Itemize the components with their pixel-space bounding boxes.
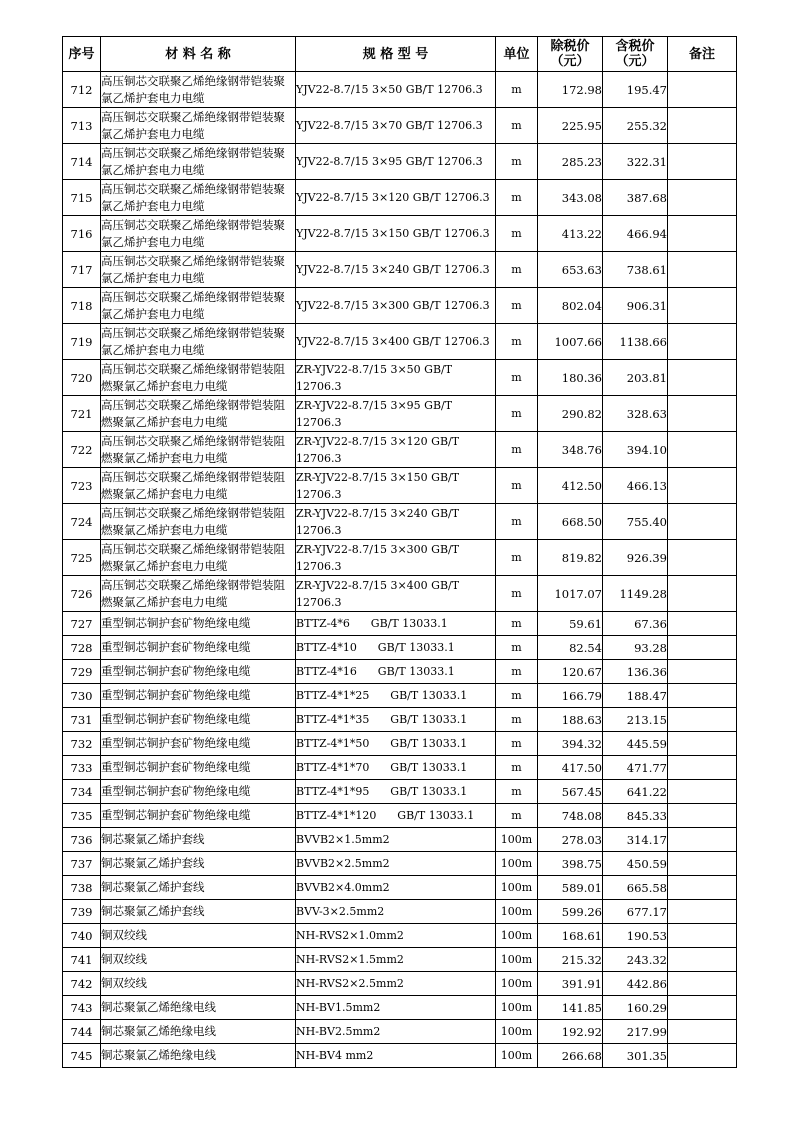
row-number: 738 <box>63 876 101 900</box>
price-incl-tax: 755.40 <box>603 504 668 540</box>
price-excl-tax: 1017.07 <box>538 576 603 612</box>
price-excl-tax: 192.92 <box>538 1020 603 1044</box>
specification: BTTZ-4*1*25 GB/T 13033.1 <box>296 684 496 708</box>
price-incl-tax: 387.68 <box>603 180 668 216</box>
unit: 100m <box>496 1020 538 1044</box>
material-name: 高压铜芯交联聚乙烯绝缘钢带铠装聚 氯乙烯护套电力电缆 <box>101 108 296 144</box>
table-row <box>63 708 737 732</box>
price-incl-tax: 471.77 <box>603 756 668 780</box>
material-name: 铜双绞线 <box>101 924 296 948</box>
table-row <box>63 828 737 852</box>
material-name: 高压铜芯交联聚乙烯绝缘钢带铠装阻 燃聚氯乙烯护套电力电缆 <box>101 360 296 396</box>
remark <box>668 828 737 852</box>
specification: ZR-YJV22-8.7/15 3×400 GB/T 12706.3 <box>296 576 496 612</box>
unit: m <box>496 72 538 108</box>
unit: 100m <box>496 996 538 1020</box>
table-row <box>63 504 737 540</box>
header-unit: 单位 <box>496 37 538 72</box>
price-incl-tax: 906.31 <box>603 288 668 324</box>
material-name: 铜双绞线 <box>101 948 296 972</box>
row-number: 727 <box>63 612 101 636</box>
material-name: 重型铜芯铜护套矿物绝缘电缆 <box>101 804 296 828</box>
table-row <box>63 732 737 756</box>
row-number: 736 <box>63 828 101 852</box>
table-body <box>63 72 737 1068</box>
unit: m <box>496 288 538 324</box>
specification: YJV22-8.7/15 3×50 GB/T 12706.3 <box>296 72 496 108</box>
table-row <box>63 540 737 576</box>
table-row <box>63 756 737 780</box>
price-excl-tax: 166.79 <box>538 684 603 708</box>
row-number: 740 <box>63 924 101 948</box>
price-excl-tax: 589.01 <box>538 876 603 900</box>
table-row <box>63 852 737 876</box>
price-excl-tax: 599.26 <box>538 900 603 924</box>
row-number: 741 <box>63 948 101 972</box>
row-number: 726 <box>63 576 101 612</box>
row-number: 742 <box>63 972 101 996</box>
table-row <box>63 1020 737 1044</box>
row-number: 723 <box>63 468 101 504</box>
specification: NH-BV1.5mm2 <box>296 996 496 1020</box>
specification: YJV22-8.7/15 3×150 GB/T 12706.3 <box>296 216 496 252</box>
price-excl-tax: 412.50 <box>538 468 603 504</box>
price-incl-tax: 466.94 <box>603 216 668 252</box>
specification: YJV22-8.7/15 3×70 GB/T 12706.3 <box>296 108 496 144</box>
row-number: 722 <box>63 432 101 468</box>
row-number: 730 <box>63 684 101 708</box>
price-incl-tax: 738.61 <box>603 252 668 288</box>
price-excl-tax: 278.03 <box>538 828 603 852</box>
remark <box>668 612 737 636</box>
price-incl-tax: 445.59 <box>603 732 668 756</box>
material-name: 高压铜芯交联聚乙烯绝缘钢带铠装阻 燃聚氯乙烯护套电力电缆 <box>101 540 296 576</box>
header-remark: 备注 <box>668 37 737 72</box>
material-name: 高压铜芯交联聚乙烯绝缘钢带铠装阻 燃聚氯乙烯护套电力电缆 <box>101 432 296 468</box>
unit: m <box>496 756 538 780</box>
material-name: 高压铜芯交联聚乙烯绝缘钢带铠装聚 氯乙烯护套电力电缆 <box>101 144 296 180</box>
price-incl-tax: 322.31 <box>603 144 668 180</box>
row-number: 739 <box>63 900 101 924</box>
price-excl-tax: 141.85 <box>538 996 603 1020</box>
unit: m <box>496 468 538 504</box>
remark <box>668 360 737 396</box>
row-number: 715 <box>63 180 101 216</box>
specification: ZR-YJV22-8.7/15 3×120 GB/T 12706.3 <box>296 432 496 468</box>
specification: ZR-YJV22-8.7/15 3×50 GB/T 12706.3 <box>296 360 496 396</box>
material-name: 重型铜芯铜护套矿物绝缘电缆 <box>101 756 296 780</box>
row-number: 729 <box>63 660 101 684</box>
price-excl-tax: 188.63 <box>538 708 603 732</box>
price-excl-tax: 413.22 <box>538 216 603 252</box>
unit: 100m <box>496 876 538 900</box>
table-row <box>63 684 737 708</box>
unit: m <box>496 708 538 732</box>
price-incl-tax: 93.28 <box>603 636 668 660</box>
unit: m <box>496 684 538 708</box>
table-row <box>63 468 737 504</box>
material-name: 高压铜芯交联聚乙烯绝缘钢带铠装聚 氯乙烯护套电力电缆 <box>101 252 296 288</box>
header-spec: 规 格 型 号 <box>296 37 496 72</box>
row-number: 743 <box>63 996 101 1020</box>
specification: ZR-YJV22-8.7/15 3×300 GB/T 12706.3 <box>296 540 496 576</box>
price-excl-tax: 168.61 <box>538 924 603 948</box>
remark <box>668 252 737 288</box>
remark <box>668 180 737 216</box>
remark <box>668 288 737 324</box>
remark <box>668 540 737 576</box>
unit: 100m <box>496 828 538 852</box>
price-excl-tax: 653.63 <box>538 252 603 288</box>
specification: BVVB2×4.0mm2 <box>296 876 496 900</box>
material-name: 重型铜芯铜护套矿物绝缘电缆 <box>101 636 296 660</box>
table-row <box>63 360 737 396</box>
remark <box>668 660 737 684</box>
price-excl-tax: 348.76 <box>538 432 603 468</box>
row-number: 719 <box>63 324 101 360</box>
header-price-ex: 除税价 （元） <box>538 37 603 72</box>
table-row <box>63 660 737 684</box>
table-row <box>63 180 737 216</box>
unit: m <box>496 780 538 804</box>
remark <box>668 1044 737 1068</box>
table-row <box>63 804 737 828</box>
table-row <box>63 1044 737 1068</box>
material-name: 重型铜芯铜护套矿物绝缘电缆 <box>101 660 296 684</box>
unit: 100m <box>496 924 538 948</box>
table-row <box>63 396 737 432</box>
row-number: 732 <box>63 732 101 756</box>
table-row <box>63 972 737 996</box>
specification: YJV22-8.7/15 3×400 GB/T 12706.3 <box>296 324 496 360</box>
price-table <box>62 36 737 1068</box>
remark <box>668 1020 737 1044</box>
specification: YJV22-8.7/15 3×240 GB/T 12706.3 <box>296 252 496 288</box>
remark <box>668 972 737 996</box>
material-name: 高压铜芯交联聚乙烯绝缘钢带铠装聚 氯乙烯护套电力电缆 <box>101 180 296 216</box>
material-name: 铜芯聚氯乙烯护套线 <box>101 900 296 924</box>
table-row <box>63 324 737 360</box>
unit: m <box>496 216 538 252</box>
price-incl-tax: 255.32 <box>603 108 668 144</box>
unit: 100m <box>496 972 538 996</box>
specification: BVVB2×2.5mm2 <box>296 852 496 876</box>
material-name: 高压铜芯交联聚乙烯绝缘钢带铠装聚 氯乙烯护套电力电缆 <box>101 324 296 360</box>
price-excl-tax: 120.67 <box>538 660 603 684</box>
row-number: 721 <box>63 396 101 432</box>
material-name: 铜芯聚氯乙烯绝缘电线 <box>101 1044 296 1068</box>
header-no: 序号 <box>63 37 101 72</box>
material-name: 高压铜芯交联聚乙烯绝缘钢带铠装聚 氯乙烯护套电力电缆 <box>101 72 296 108</box>
price-excl-tax: 82.54 <box>538 636 603 660</box>
price-excl-tax: 567.45 <box>538 780 603 804</box>
price-incl-tax: 450.59 <box>603 852 668 876</box>
specification: NH-BV4 mm2 <box>296 1044 496 1068</box>
material-name: 铜芯聚氯乙烯护套线 <box>101 876 296 900</box>
table-row <box>63 636 737 660</box>
specification: BTTZ-4*10 GB/T 13033.1 <box>296 636 496 660</box>
unit: m <box>496 108 538 144</box>
specification: BVVB2×1.5mm2 <box>296 828 496 852</box>
row-number: 734 <box>63 780 101 804</box>
remark <box>668 396 737 432</box>
price-incl-tax: 301.35 <box>603 1044 668 1068</box>
remark <box>668 876 737 900</box>
row-number: 717 <box>63 252 101 288</box>
price-excl-tax: 172.98 <box>538 72 603 108</box>
remark <box>668 852 737 876</box>
price-incl-tax: 243.32 <box>603 948 668 972</box>
specification: ZR-YJV22-8.7/15 3×95 GB/T 12706.3 <box>296 396 496 432</box>
table-row <box>63 432 737 468</box>
unit: m <box>496 144 538 180</box>
price-incl-tax: 213.15 <box>603 708 668 732</box>
row-number: 745 <box>63 1044 101 1068</box>
price-incl-tax: 195.47 <box>603 72 668 108</box>
row-number: 712 <box>63 72 101 108</box>
material-name: 高压铜芯交联聚乙烯绝缘钢带铠装阻 燃聚氯乙烯护套电力电缆 <box>101 396 296 432</box>
price-excl-tax: 668.50 <box>538 504 603 540</box>
specification: YJV22-8.7/15 3×120 GB/T 12706.3 <box>296 180 496 216</box>
price-incl-tax: 188.47 <box>603 684 668 708</box>
price-incl-tax: 190.53 <box>603 924 668 948</box>
row-number: 735 <box>63 804 101 828</box>
remark <box>668 504 737 540</box>
remark <box>668 996 737 1020</box>
specification: BTTZ-4*1*70 GB/T 13033.1 <box>296 756 496 780</box>
price-excl-tax: 417.50 <box>538 756 603 780</box>
price-excl-tax: 1007.66 <box>538 324 603 360</box>
unit: 100m <box>496 1044 538 1068</box>
price-incl-tax: 314.17 <box>603 828 668 852</box>
remark <box>668 108 737 144</box>
price-incl-tax: 665.58 <box>603 876 668 900</box>
table-row <box>63 924 737 948</box>
table-row <box>63 216 737 252</box>
unit: m <box>496 660 538 684</box>
remark <box>668 576 737 612</box>
unit: m <box>496 396 538 432</box>
price-excl-tax: 290.82 <box>538 396 603 432</box>
unit: 100m <box>496 852 538 876</box>
price-incl-tax: 328.63 <box>603 396 668 432</box>
material-name: 高压铜芯交联聚乙烯绝缘钢带铠装阻 燃聚氯乙烯护套电力电缆 <box>101 504 296 540</box>
price-excl-tax: 285.23 <box>538 144 603 180</box>
price-excl-tax: 748.08 <box>538 804 603 828</box>
material-name: 高压铜芯交联聚乙烯绝缘钢带铠装阻 燃聚氯乙烯护套电力电缆 <box>101 576 296 612</box>
remark <box>668 468 737 504</box>
material-name: 重型铜芯铜护套矿物绝缘电缆 <box>101 612 296 636</box>
remark <box>668 756 737 780</box>
row-number: 714 <box>63 144 101 180</box>
price-incl-tax: 217.99 <box>603 1020 668 1044</box>
remark <box>668 804 737 828</box>
price-excl-tax: 819.82 <box>538 540 603 576</box>
unit: m <box>496 324 538 360</box>
price-excl-tax: 59.61 <box>538 612 603 636</box>
unit: m <box>496 576 538 612</box>
remark <box>668 636 737 660</box>
table-row <box>63 144 737 180</box>
row-number: 728 <box>63 636 101 660</box>
remark <box>668 144 737 180</box>
row-number: 713 <box>63 108 101 144</box>
specification: NH-RVS2×2.5mm2 <box>296 972 496 996</box>
price-incl-tax: 203.81 <box>603 360 668 396</box>
table-row <box>63 900 737 924</box>
material-name: 高压铜芯交联聚乙烯绝缘钢带铠装阻 燃聚氯乙烯护套电力电缆 <box>101 468 296 504</box>
unit: m <box>496 180 538 216</box>
row-number: 733 <box>63 756 101 780</box>
table-row <box>63 108 737 144</box>
price-excl-tax: 266.68 <box>538 1044 603 1068</box>
table-row <box>63 612 737 636</box>
table-row <box>63 876 737 900</box>
remark <box>668 216 737 252</box>
specification: YJV22-8.7/15 3×95 GB/T 12706.3 <box>296 144 496 180</box>
row-number: 716 <box>63 216 101 252</box>
table-row <box>63 996 737 1020</box>
price-incl-tax: 136.36 <box>603 660 668 684</box>
specification: ZR-YJV22-8.7/15 3×150 GB/T 12706.3 <box>296 468 496 504</box>
price-incl-tax: 160.29 <box>603 996 668 1020</box>
price-excl-tax: 215.32 <box>538 948 603 972</box>
price-incl-tax: 677.17 <box>603 900 668 924</box>
remark <box>668 684 737 708</box>
remark <box>668 72 737 108</box>
specification: BTTZ-4*1*120 GB/T 13033.1 <box>296 804 496 828</box>
material-name: 铜芯聚氯乙烯绝缘电线 <box>101 996 296 1020</box>
row-number: 731 <box>63 708 101 732</box>
unit: m <box>496 612 538 636</box>
unit: m <box>496 360 538 396</box>
specification: ZR-YJV22-8.7/15 3×240 GB/T 12706.3 <box>296 504 496 540</box>
unit: m <box>496 252 538 288</box>
specification: BTTZ-4*1*95 GB/T 13033.1 <box>296 780 496 804</box>
price-incl-tax: 1149.28 <box>603 576 668 612</box>
row-number: 744 <box>63 1020 101 1044</box>
table-row <box>63 576 737 612</box>
price-excl-tax: 391.91 <box>538 972 603 996</box>
price-excl-tax: 225.95 <box>538 108 603 144</box>
material-name: 铜芯聚氯乙烯护套线 <box>101 852 296 876</box>
table-row <box>63 948 737 972</box>
material-name: 高压铜芯交联聚乙烯绝缘钢带铠装聚 氯乙烯护套电力电缆 <box>101 216 296 252</box>
unit: m <box>496 540 538 576</box>
specification: BTTZ-4*1*35 GB/T 13033.1 <box>296 708 496 732</box>
unit: m <box>496 636 538 660</box>
remark <box>668 708 737 732</box>
remark <box>668 780 737 804</box>
header-name: 材 料 名 称 <box>101 37 296 72</box>
specification: BTTZ-4*1*50 GB/T 13033.1 <box>296 732 496 756</box>
price-incl-tax: 466.13 <box>603 468 668 504</box>
price-excl-tax: 398.75 <box>538 852 603 876</box>
price-incl-tax: 845.33 <box>603 804 668 828</box>
table-row <box>63 780 737 804</box>
remark <box>668 732 737 756</box>
material-name: 铜芯聚氯乙烯绝缘电线 <box>101 1020 296 1044</box>
price-excl-tax: 802.04 <box>538 288 603 324</box>
row-number: 718 <box>63 288 101 324</box>
price-incl-tax: 926.39 <box>603 540 668 576</box>
price-incl-tax: 67.36 <box>603 612 668 636</box>
price-excl-tax: 394.32 <box>538 732 603 756</box>
row-number: 724 <box>63 504 101 540</box>
specification: YJV22-8.7/15 3×300 GB/T 12706.3 <box>296 288 496 324</box>
specification: NH-RVS2×1.5mm2 <box>296 948 496 972</box>
specification: NH-RVS2×1.0mm2 <box>296 924 496 948</box>
material-name: 高压铜芯交联聚乙烯绝缘钢带铠装聚 氯乙烯护套电力电缆 <box>101 288 296 324</box>
price-excl-tax: 180.36 <box>538 360 603 396</box>
price-incl-tax: 641.22 <box>603 780 668 804</box>
row-number: 725 <box>63 540 101 576</box>
remark <box>668 924 737 948</box>
remark <box>668 432 737 468</box>
price-excl-tax: 343.08 <box>538 180 603 216</box>
specification: BTTZ-4*6 GB/T 13033.1 <box>296 612 496 636</box>
table-row <box>63 72 737 108</box>
specification: BVV-3×2.5mm2 <box>296 900 496 924</box>
price-incl-tax: 442.86 <box>603 972 668 996</box>
unit: 100m <box>496 948 538 972</box>
remark <box>668 900 737 924</box>
header-price-in: 含税价 （元） <box>603 37 668 72</box>
header-row <box>63 37 737 72</box>
specification: BTTZ-4*16 GB/T 13033.1 <box>296 660 496 684</box>
remark <box>668 324 737 360</box>
material-name: 重型铜芯铜护套矿物绝缘电缆 <box>101 708 296 732</box>
specification: NH-BV2.5mm2 <box>296 1020 496 1044</box>
material-name: 重型铜芯铜护套矿物绝缘电缆 <box>101 780 296 804</box>
unit: m <box>496 732 538 756</box>
price-incl-tax: 394.10 <box>603 432 668 468</box>
unit: m <box>496 804 538 828</box>
table-row <box>63 252 737 288</box>
table-row <box>63 288 737 324</box>
material-name: 重型铜芯铜护套矿物绝缘电缆 <box>101 732 296 756</box>
unit: 100m <box>496 900 538 924</box>
unit: m <box>496 504 538 540</box>
material-name: 重型铜芯铜护套矿物绝缘电缆 <box>101 684 296 708</box>
unit: m <box>496 432 538 468</box>
remark <box>668 948 737 972</box>
material-name: 铜芯聚氯乙烯护套线 <box>101 828 296 852</box>
row-number: 737 <box>63 852 101 876</box>
row-number: 720 <box>63 360 101 396</box>
price-incl-tax: 1138.66 <box>603 324 668 360</box>
material-name: 铜双绞线 <box>101 972 296 996</box>
